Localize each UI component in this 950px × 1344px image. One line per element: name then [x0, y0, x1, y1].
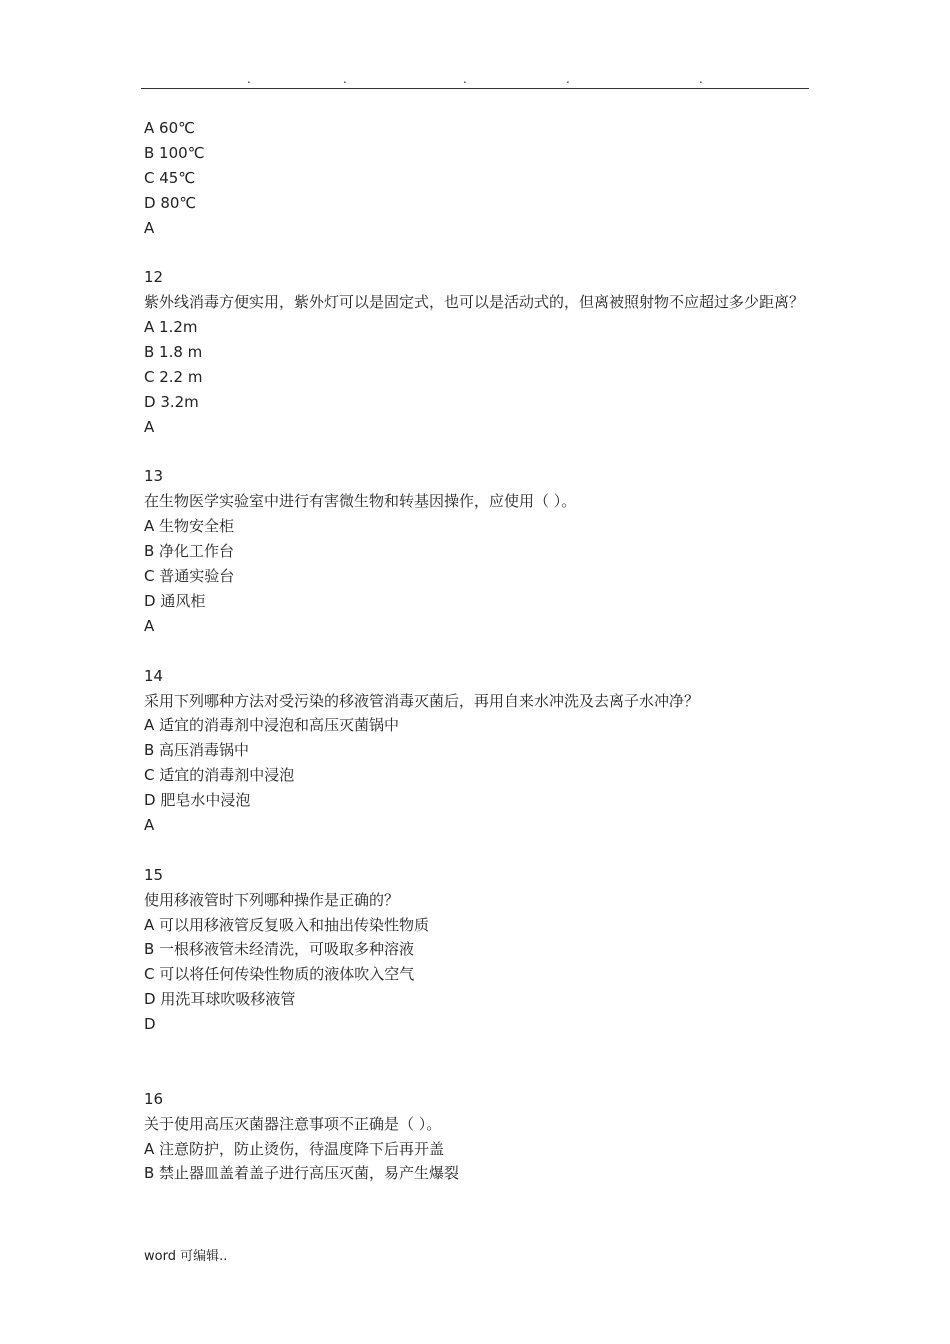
- question-12: [144, 265, 814, 439]
- question-text: 采用下列哪种方法对受污染的移液管消毒灭菌后，再用自来水冲洗及去离子水冲净？: [144, 691, 700, 710]
- question-13: [144, 464, 814, 638]
- option-a: A 1.2m: [144, 318, 198, 337]
- question-text: 使用移液管时下列哪种操作是正确的？: [144, 890, 400, 909]
- option-c: C 普通实验台: [144, 567, 235, 586]
- question-number: 12: [144, 268, 164, 287]
- option-c: C 适宜的消毒剂中浸泡: [144, 766, 295, 785]
- option-b: B 高压消毒锅中: [144, 741, 250, 760]
- question-11-tail: [144, 116, 814, 240]
- answer: A: [144, 417, 155, 436]
- option-b: B 净化工作台: [144, 542, 235, 561]
- question-text: 紫外线消毒方便实用，紫外灯可以是固定式，也可以是活动式的，但离被照射物不应超过多少距离？: [144, 293, 805, 312]
- option-b: B 1.8 m: [144, 343, 203, 362]
- option-c: C 2.2 m: [144, 367, 203, 386]
- header-dot: .: [566, 72, 570, 86]
- option-d: D 80℃: [144, 193, 197, 212]
- option-d: D 用洗耳球吹吸移液管: [144, 990, 296, 1009]
- option-a: A 60℃: [144, 119, 195, 137]
- page-footer: word 可编辑..: [144, 1249, 228, 1264]
- option-d: D 肥皂水中浸泡: [144, 791, 251, 810]
- option-b: B 100℃: [144, 143, 205, 162]
- option-a: A 适宜的消毒剂中浸泡和高压灭菌锅中: [144, 716, 400, 735]
- question-16: [144, 1087, 814, 1187]
- header-dot: .: [463, 72, 467, 86]
- question-number: 15: [144, 865, 164, 884]
- question-14: [144, 664, 814, 838]
- question-number: 16: [144, 1089, 164, 1108]
- option-b: B 禁止器皿盖着盖子进行高压灭菌，易产生爆裂: [144, 1164, 460, 1183]
- answer: A: [144, 616, 155, 635]
- header-dot: .: [699, 72, 703, 86]
- answer: D: [144, 1015, 156, 1034]
- question-text: 在生物医学实验室中进行有害微生物和转基因操作，应使用（ ）。: [144, 492, 577, 511]
- header-dot: .: [343, 72, 347, 86]
- question-number: 13: [144, 467, 164, 486]
- document-body: [144, 116, 814, 1186]
- question-15: [144, 863, 814, 1037]
- option-d: D 通风柜: [144, 591, 206, 610]
- answer: A: [144, 218, 155, 237]
- question-number: 14: [144, 666, 164, 685]
- option-c: C 45℃: [144, 168, 196, 187]
- answer: A: [144, 815, 155, 834]
- option-a: A 注意防护，防止烫伤，待温度降下后再开盖: [144, 1139, 445, 1158]
- option-b: B 一根移液管未经清洗，可吸取多种溶液: [144, 940, 415, 959]
- header-dot: .: [247, 72, 251, 86]
- question-text: 关于使用高压灭菌器注意事项不正确是（ ）。: [144, 1114, 442, 1133]
- page-header: [141, 72, 809, 89]
- option-a: A 可以用移液管反复吸入和抽出传染性物质: [144, 915, 430, 934]
- option-c: C 可以将任何传染性物质的液体吹入空气: [144, 965, 415, 984]
- option-a: A 生物安全柜: [144, 517, 235, 536]
- option-d: D 3.2m: [144, 392, 199, 411]
